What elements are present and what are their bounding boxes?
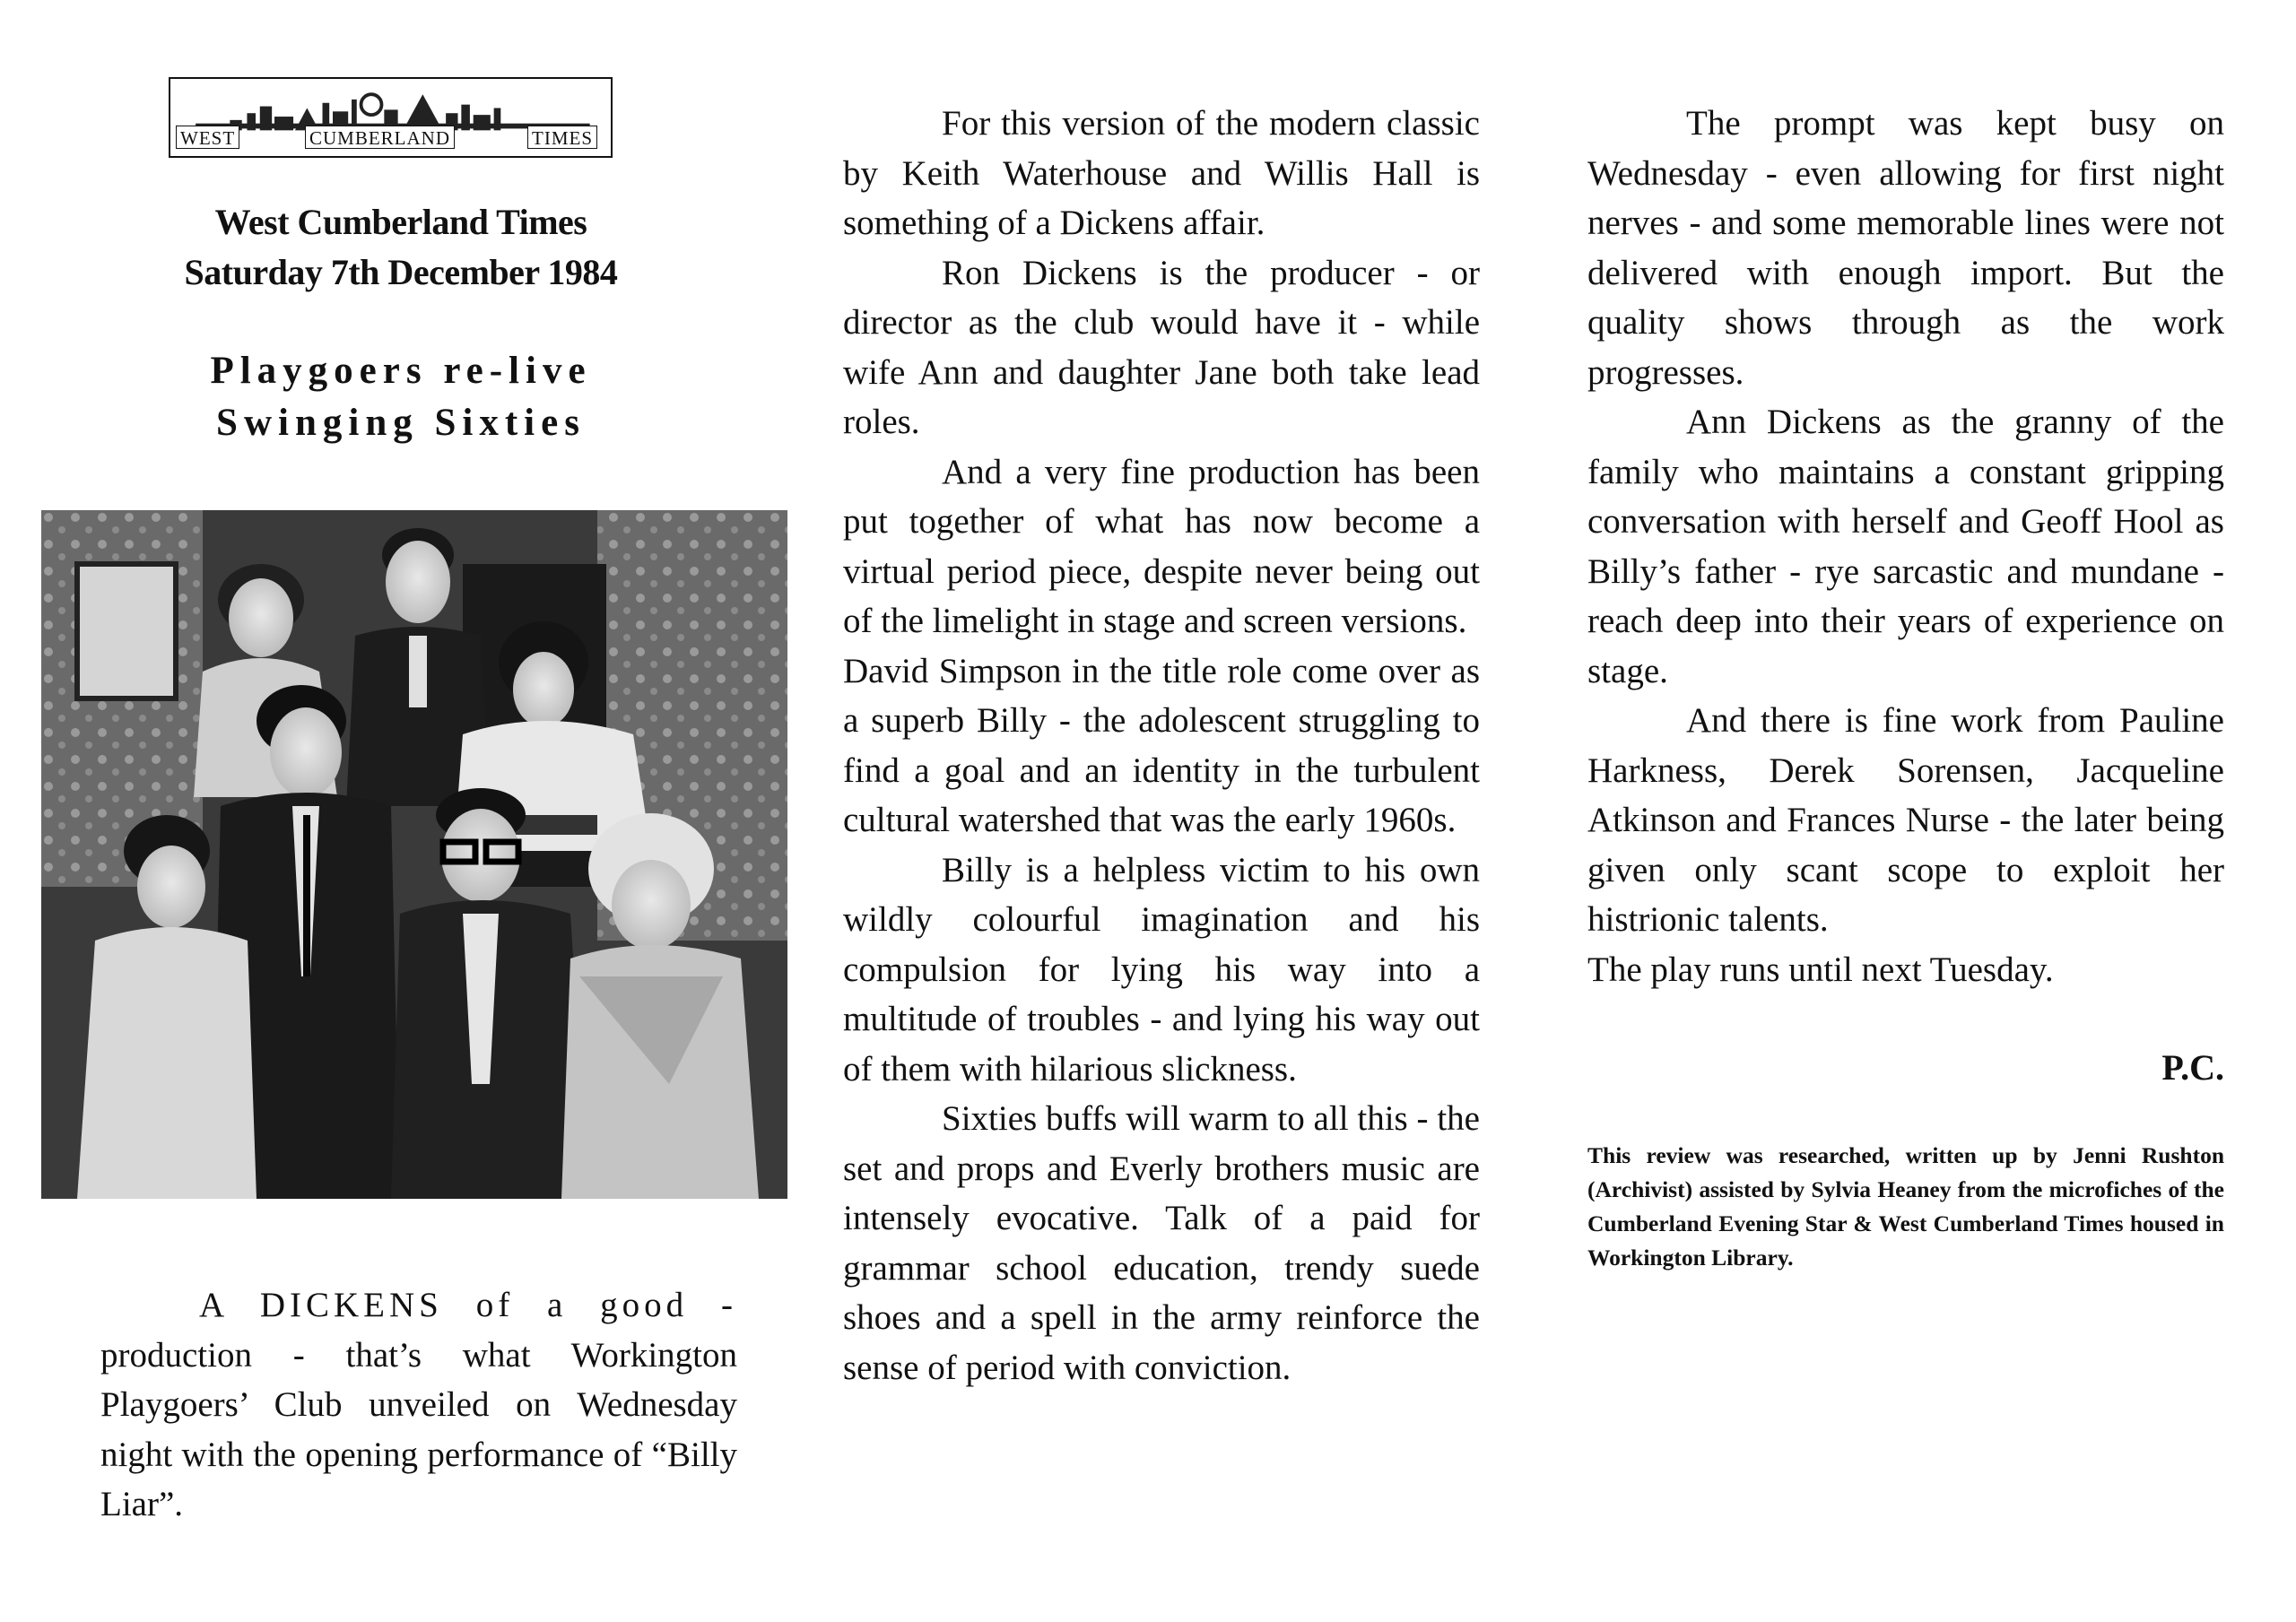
paragraph: Ann Dickens as the granny of the family who maintains a constant gripping conversation with herself and Geoff Hool as Billy’s father - rye sarcastic and mundane - reach deep into their years of experience on stage. <box>1587 403 2224 690</box>
masthead-word-cumberland: CUMBERLAND <box>305 126 455 149</box>
paragraph: Sixties buffs will warm to all this - the set and props and Everly brothers music are intensely evocative. Talk of a paid for grammar school education, trendy suede shoes and a spell in the army reinforce the sense of period with conviction. <box>843 1099 1480 1387</box>
paper-date: Saturday 7th December 1984 <box>184 252 618 292</box>
masthead-word-times: TIMES <box>527 126 597 149</box>
research-credit: This review was researched, written up by Jenni Rushton (Archivist) assisted by Sylvia Heaney from the microfiches of the Cumberland Evening Star & West Cumberland Times housed in Workington Library. <box>1587 1142 2224 1271</box>
paper-info <box>100 197 701 298</box>
paragraph: The play runs until next Tuesday. <box>1587 950 2054 989</box>
intro-lead: A DICKENS of a good - <box>199 1286 737 1324</box>
paragraph: The prompt was kept busy on Wednesday - even allowing for first night nerves - and some memorable lines were not delivered with enough import. But the quality shows through as the work progresses. <box>1587 104 2224 392</box>
masthead-word-west: WEST <box>176 126 239 149</box>
paper-name: West Cumberland Times <box>214 202 587 242</box>
headline-line-1: Playgoers re-live <box>210 350 592 392</box>
paragraph: For this version of the modern classic by Keith Waterhouse and Willis Hall is something of a Dickens affair. <box>843 104 1480 242</box>
paragraph: And a very fine production has been put together of what has now become a virtual period piece, despite never being out of the limelight in stage and screen versions. <box>843 452 1480 640</box>
intro-paragraph <box>100 1280 737 1530</box>
headline <box>100 345 701 449</box>
author-initials: P.C. <box>2161 1047 2224 1088</box>
masthead-logo <box>169 77 613 158</box>
paragraph: David Simpson in the title role come over as a superb Billy - the adolescent struggling to find a goal and an identity in the turbulent cultural watershed that was the early 1960s. <box>843 651 1480 839</box>
paragraph: And there is fine work from Pauline Harkness, Derek Sorensen, Jacqueline Atkinson and Frances Nurse - the later being given only scant scope to exploit her histrionic talents. <box>1587 701 2224 939</box>
article-column-3 <box>1587 99 2224 994</box>
article-column-2 <box>843 99 1480 1392</box>
paragraph: Ron Dickens is the producer - or director as the club would have it - while wife Ann and daughter Jane both take lead roles. <box>843 253 1480 441</box>
intro-text: production - that’s what Workington Playgoers’ Club unveiled on Wednesday night with the opening performance of “Billy Liar”. <box>100 1335 737 1523</box>
cast-photo <box>41 510 787 1199</box>
paragraph: Billy is a helpless victim to his own wildly colourful imagination and his compulsion for lying his way into a multitude of troubles - and lying his way out of them with hilarious slickness. <box>843 850 1480 1089</box>
headline-line-2: Swinging Sixties <box>216 402 586 444</box>
